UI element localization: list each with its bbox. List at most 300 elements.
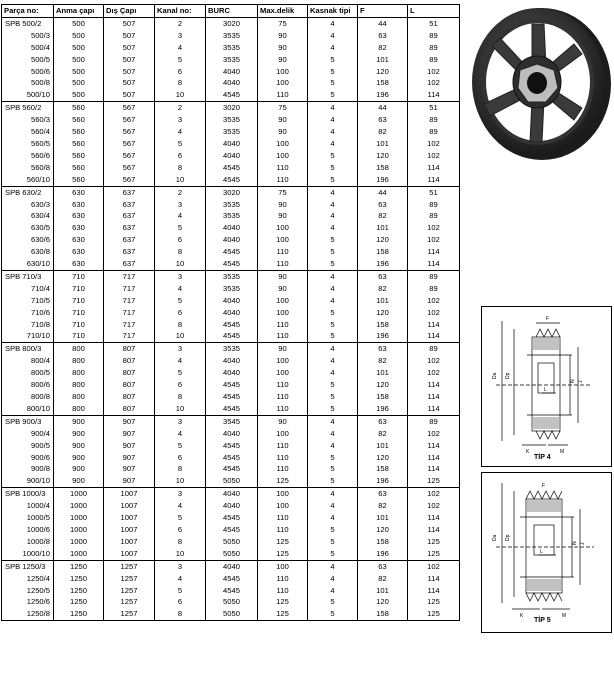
table-cell: 101: [358, 295, 408, 307]
table-cell: 710: [54, 270, 104, 282]
table-cell: 2: [155, 186, 206, 198]
table-row: [2, 463, 460, 475]
table-cell: 560: [54, 150, 104, 162]
column-header: L: [408, 5, 460, 18]
table-cell: 82: [358, 428, 408, 440]
table-cell: 4545: [206, 258, 258, 270]
table-cell: 158: [358, 319, 408, 331]
table-cell: 900: [54, 428, 104, 440]
table-cell: 89: [408, 54, 460, 66]
part-number-cell: 900/6: [2, 452, 54, 464]
table-cell: 4: [308, 222, 358, 234]
table-row: [2, 246, 460, 258]
part-number-cell: 500/8: [2, 77, 54, 89]
table-cell: 630: [54, 210, 104, 222]
part-number-cell: 800/10: [2, 403, 54, 415]
table-cell: 110: [258, 512, 308, 524]
label-da: Da: [492, 534, 498, 541]
table-cell: 907: [104, 475, 155, 487]
table-cell: 90: [258, 42, 308, 54]
table-cell: 196: [358, 174, 408, 186]
table-cell: 3: [155, 488, 206, 500]
table-cell: 90: [258, 343, 308, 355]
label-n: N: [570, 379, 576, 383]
table-cell: 102: [408, 428, 460, 440]
table-cell: 158: [358, 608, 408, 620]
table-cell: 101: [358, 54, 408, 66]
table-cell: 114: [408, 246, 460, 258]
table-cell: 5: [308, 608, 358, 620]
table-cell: 807: [104, 379, 155, 391]
table-cell: 900: [54, 440, 104, 452]
table-row: [2, 174, 460, 186]
table-cell: 5: [155, 138, 206, 150]
table-cell: 114: [408, 573, 460, 585]
table-cell: 63: [358, 560, 408, 572]
table-cell: 158: [358, 391, 408, 403]
table-cell: 4: [308, 126, 358, 138]
table-cell: 101: [358, 585, 408, 597]
table-cell: 4: [308, 343, 358, 355]
table-cell: 125: [258, 596, 308, 608]
column-header: Anma çapı: [54, 5, 104, 18]
table-cell: 717: [104, 319, 155, 331]
table-cell: 3535: [206, 54, 258, 66]
table-cell: 560: [54, 138, 104, 150]
table-cell: 114: [408, 258, 460, 270]
table-cell: 89: [408, 30, 460, 42]
table-row: [2, 524, 460, 536]
part-number-cell: 710/10: [2, 330, 54, 342]
table-cell: 6: [155, 452, 206, 464]
table-cell: 5: [308, 379, 358, 391]
table-cell: 63: [358, 270, 408, 282]
table-row: [2, 440, 460, 452]
table-cell: 114: [408, 440, 460, 452]
table-cell: 4: [308, 560, 358, 572]
table-cell: 4: [308, 488, 358, 500]
table-cell: 82: [358, 355, 408, 367]
part-number-cell: 560/4: [2, 126, 54, 138]
table-cell: 630: [54, 186, 104, 198]
table-cell: 630: [54, 222, 104, 234]
table-cell: 75: [258, 102, 308, 114]
table-cell: 4: [155, 126, 206, 138]
table-row: [2, 560, 460, 572]
part-number-cell: 630/3: [2, 199, 54, 211]
table-cell: 1007: [104, 548, 155, 560]
table-cell: 1250: [54, 560, 104, 572]
part-number-cell: 1000/4: [2, 500, 54, 512]
table-cell: 637: [104, 246, 155, 258]
part-number-cell: 560/6: [2, 150, 54, 162]
table-cell: 4545: [206, 512, 258, 524]
table-cell: 114: [408, 319, 460, 331]
table-cell: 89: [408, 42, 460, 54]
table-cell: 907: [104, 428, 155, 440]
table-cell: 907: [104, 452, 155, 464]
table-body: [2, 17, 460, 620]
table-cell: 110: [258, 319, 308, 331]
table-cell: 900: [54, 475, 104, 487]
table-cell: 158: [358, 246, 408, 258]
table-cell: 5: [155, 54, 206, 66]
table-cell: 5: [308, 150, 358, 162]
table-cell: 120: [358, 452, 408, 464]
table-cell: 5: [308, 403, 358, 415]
table-row: [2, 512, 460, 524]
tip5-diagram: [481, 472, 612, 633]
table-cell: 637: [104, 210, 155, 222]
table-cell: 5050: [206, 475, 258, 487]
table-cell: 4040: [206, 500, 258, 512]
table-cell: 114: [408, 512, 460, 524]
part-number-cell: 800/6: [2, 379, 54, 391]
table-cell: 4545: [206, 573, 258, 585]
table-cell: 5: [308, 475, 358, 487]
table-cell: 4040: [206, 66, 258, 78]
table-cell: 110: [258, 174, 308, 186]
table-cell: 1000: [54, 488, 104, 500]
table-row: [2, 77, 460, 89]
table-cell: 4: [308, 42, 358, 54]
table-cell: 5: [155, 295, 206, 307]
table-row: [2, 367, 460, 379]
table-cell: 800: [54, 403, 104, 415]
table-row: [2, 114, 460, 126]
table-cell: 8: [155, 77, 206, 89]
table-cell: 5: [155, 367, 206, 379]
table-cell: 110: [258, 330, 308, 342]
table-cell: 110: [258, 246, 308, 258]
table-cell: 110: [258, 403, 308, 415]
table-cell: 8: [155, 608, 206, 620]
table-cell: 114: [408, 452, 460, 464]
table-cell: 63: [358, 114, 408, 126]
table-row: [2, 283, 460, 295]
part-number-cell: 1000/10: [2, 548, 54, 560]
table-cell: 114: [408, 463, 460, 475]
table-cell: 10: [155, 403, 206, 415]
table-cell: 8: [155, 463, 206, 475]
table-cell: 110: [258, 463, 308, 475]
table-cell: 100: [258, 367, 308, 379]
table-cell: 89: [408, 415, 460, 427]
table-cell: 4545: [206, 440, 258, 452]
table-cell: 90: [258, 283, 308, 295]
table-row: [2, 573, 460, 585]
table-cell: 110: [258, 585, 308, 597]
table-cell: 4: [308, 102, 358, 114]
table-cell: 100: [258, 428, 308, 440]
table-cell: 4040: [206, 367, 258, 379]
table-cell: 4: [308, 295, 358, 307]
table-cell: 102: [408, 355, 460, 367]
table-cell: 100: [258, 77, 308, 89]
table-cell: 907: [104, 440, 155, 452]
table-cell: 114: [408, 403, 460, 415]
table-cell: 5: [308, 246, 358, 258]
table-cell: 3: [155, 199, 206, 211]
table-cell: 5050: [206, 596, 258, 608]
table-cell: 10: [155, 174, 206, 186]
table-cell: 807: [104, 391, 155, 403]
table-cell: 4040: [206, 234, 258, 246]
part-number-cell: 630/6: [2, 234, 54, 246]
table-cell: 110: [258, 89, 308, 101]
table-cell: 120: [358, 379, 408, 391]
label-l: L: [540, 549, 543, 555]
table-cell: 63: [358, 488, 408, 500]
table-cell: 6: [155, 234, 206, 246]
table-cell: 4: [308, 199, 358, 211]
table-cell: 507: [104, 30, 155, 42]
table-cell: 90: [258, 54, 308, 66]
table-cell: 4545: [206, 162, 258, 174]
table-cell: 110: [258, 524, 308, 536]
table-cell: 5: [308, 319, 358, 331]
table-cell: 1250: [54, 585, 104, 597]
table-cell: 196: [358, 475, 408, 487]
table-cell: 44: [358, 17, 408, 29]
table-cell: 800: [54, 379, 104, 391]
pulley-photo: [466, 4, 611, 160]
table-cell: 6: [155, 307, 206, 319]
table-cell: 507: [104, 77, 155, 89]
table-cell: 800: [54, 343, 104, 355]
table-cell: 4545: [206, 403, 258, 415]
table-cell: 110: [258, 391, 308, 403]
part-number-cell: 800/5: [2, 367, 54, 379]
table-cell: 125: [258, 548, 308, 560]
part-number-cell: SPB 1000/3: [2, 488, 54, 500]
table-cell: 120: [358, 307, 408, 319]
table-cell: 100: [258, 488, 308, 500]
table-cell: 102: [408, 307, 460, 319]
table-row: [2, 30, 460, 42]
table-cell: 3: [155, 114, 206, 126]
column-header: F: [358, 5, 408, 18]
table-cell: 8: [155, 246, 206, 258]
table-cell: 5: [308, 330, 358, 342]
table-cell: 637: [104, 222, 155, 234]
part-number-cell: 1250/6: [2, 596, 54, 608]
table-cell: 120: [358, 66, 408, 78]
table-cell: 1007: [104, 524, 155, 536]
table-cell: 3535: [206, 283, 258, 295]
table-cell: 800: [54, 355, 104, 367]
table-cell: 82: [358, 42, 408, 54]
table-cell: 630: [54, 199, 104, 211]
label-m: M: [560, 449, 565, 455]
column-header: Parça no:: [2, 5, 54, 18]
part-number-cell: 710/8: [2, 319, 54, 331]
table-cell: 120: [358, 596, 408, 608]
table-row: [2, 102, 460, 114]
table-row: [2, 500, 460, 512]
table-cell: 507: [104, 54, 155, 66]
table-cell: 567: [104, 162, 155, 174]
label-f: F: [542, 483, 546, 489]
table-cell: 114: [408, 524, 460, 536]
table-cell: 4: [308, 283, 358, 295]
table-cell: 500: [54, 17, 104, 29]
part-number-cell: 900/10: [2, 475, 54, 487]
part-number-cell: 560/5: [2, 138, 54, 150]
table-cell: 125: [408, 596, 460, 608]
part-number-cell: 800/4: [2, 355, 54, 367]
table-cell: 100: [258, 66, 308, 78]
table-cell: 710: [54, 330, 104, 342]
table-cell: 120: [358, 524, 408, 536]
table-row: [2, 89, 460, 101]
table-row: [2, 258, 460, 270]
table-row: [2, 138, 460, 150]
label-n: N: [572, 541, 578, 545]
table-cell: 196: [358, 548, 408, 560]
table-cell: 4040: [206, 355, 258, 367]
table-row: [2, 585, 460, 597]
label-m: M: [562, 613, 567, 619]
table-cell: 89: [408, 114, 460, 126]
table-cell: 500: [54, 66, 104, 78]
label-k: K: [520, 613, 524, 619]
table-cell: 196: [358, 89, 408, 101]
column-header: BURC: [206, 5, 258, 18]
table-cell: 3545: [206, 415, 258, 427]
table-cell: 102: [408, 500, 460, 512]
table-cell: 3535: [206, 199, 258, 211]
table-cell: 5: [155, 440, 206, 452]
table-row: [2, 66, 460, 78]
table-cell: 125: [258, 536, 308, 548]
column-header: Max.delik: [258, 5, 308, 18]
part-number-cell: 710/4: [2, 283, 54, 295]
table-cell: 3: [155, 270, 206, 282]
table-cell: 3020: [206, 102, 258, 114]
table-cell: 5: [308, 452, 358, 464]
table-cell: 807: [104, 343, 155, 355]
table-cell: 1257: [104, 560, 155, 572]
table-cell: 4: [308, 210, 358, 222]
table-cell: 5: [308, 174, 358, 186]
table-cell: 82: [358, 573, 408, 585]
part-number-cell: 500/5: [2, 54, 54, 66]
table-cell: 82: [358, 210, 408, 222]
table-cell: 3020: [206, 17, 258, 29]
table-cell: 110: [258, 440, 308, 452]
table-cell: 507: [104, 17, 155, 29]
table-cell: 110: [258, 379, 308, 391]
table-cell: 10: [155, 548, 206, 560]
table-cell: 125: [258, 608, 308, 620]
table-cell: 1250: [54, 596, 104, 608]
table-cell: 44: [358, 186, 408, 198]
table-row: [2, 150, 460, 162]
column-header: Kasnak tipi: [308, 5, 358, 18]
table-cell: 5: [155, 222, 206, 234]
table-cell: 110: [258, 452, 308, 464]
table-cell: 114: [408, 174, 460, 186]
table-cell: 1000: [54, 548, 104, 560]
tip4-diagram: [481, 306, 612, 467]
table-cell: 500: [54, 42, 104, 54]
table-cell: 567: [104, 138, 155, 150]
table-cell: 89: [408, 199, 460, 211]
table-cell: 900: [54, 452, 104, 464]
table-row: [2, 536, 460, 548]
table-cell: 4545: [206, 174, 258, 186]
table-cell: 710: [54, 319, 104, 331]
table-cell: 8: [155, 536, 206, 548]
table-cell: 158: [358, 463, 408, 475]
part-number-cell: 500/6: [2, 66, 54, 78]
tip4-title: TİP 4: [534, 454, 551, 461]
table-cell: 100: [258, 222, 308, 234]
part-number-cell: 630/4: [2, 210, 54, 222]
table-row: [2, 415, 460, 427]
table-row: [2, 488, 460, 500]
table-cell: 4545: [206, 391, 258, 403]
label-f: F: [546, 316, 550, 322]
table-cell: 1007: [104, 512, 155, 524]
table-cell: 90: [258, 199, 308, 211]
table-cell: 4: [155, 210, 206, 222]
table-cell: 4040: [206, 77, 258, 89]
table-cell: 158: [358, 77, 408, 89]
table-cell: 4: [155, 573, 206, 585]
part-number-cell: 710/6: [2, 307, 54, 319]
table-cell: 114: [408, 379, 460, 391]
part-number-cell: SPB 1250/3: [2, 560, 54, 572]
table-cell: 3535: [206, 126, 258, 138]
table-cell: 900: [54, 463, 104, 475]
label-j: J: [578, 380, 584, 383]
table-cell: 196: [358, 330, 408, 342]
table-cell: 4: [155, 428, 206, 440]
table-cell: 637: [104, 234, 155, 246]
table-cell: 10: [155, 330, 206, 342]
table-cell: 630: [54, 234, 104, 246]
table-cell: 807: [104, 355, 155, 367]
table-cell: 158: [358, 536, 408, 548]
part-number-cell: 1000/5: [2, 512, 54, 524]
table-cell: 5: [308, 536, 358, 548]
table-cell: 102: [408, 77, 460, 89]
table-cell: 63: [358, 343, 408, 355]
tip5-title: TİP 5: [534, 617, 551, 624]
part-number-cell: 710/5: [2, 295, 54, 307]
table-cell: 102: [408, 367, 460, 379]
table-cell: 3: [155, 560, 206, 572]
table-row: [2, 126, 460, 138]
table-cell: 114: [408, 162, 460, 174]
table-cell: 4: [308, 138, 358, 150]
table-cell: 500: [54, 30, 104, 42]
table-cell: 2: [155, 17, 206, 29]
table-row: [2, 199, 460, 211]
table-cell: 630: [54, 258, 104, 270]
table-row: [2, 307, 460, 319]
table-cell: 1000: [54, 500, 104, 512]
table-cell: 1257: [104, 573, 155, 585]
table-cell: 125: [408, 608, 460, 620]
table-cell: 3535: [206, 343, 258, 355]
part-number-cell: 900/5: [2, 440, 54, 452]
part-number-cell: SPB 630/2: [2, 186, 54, 198]
label-j: J: [580, 542, 586, 545]
table-cell: 637: [104, 186, 155, 198]
